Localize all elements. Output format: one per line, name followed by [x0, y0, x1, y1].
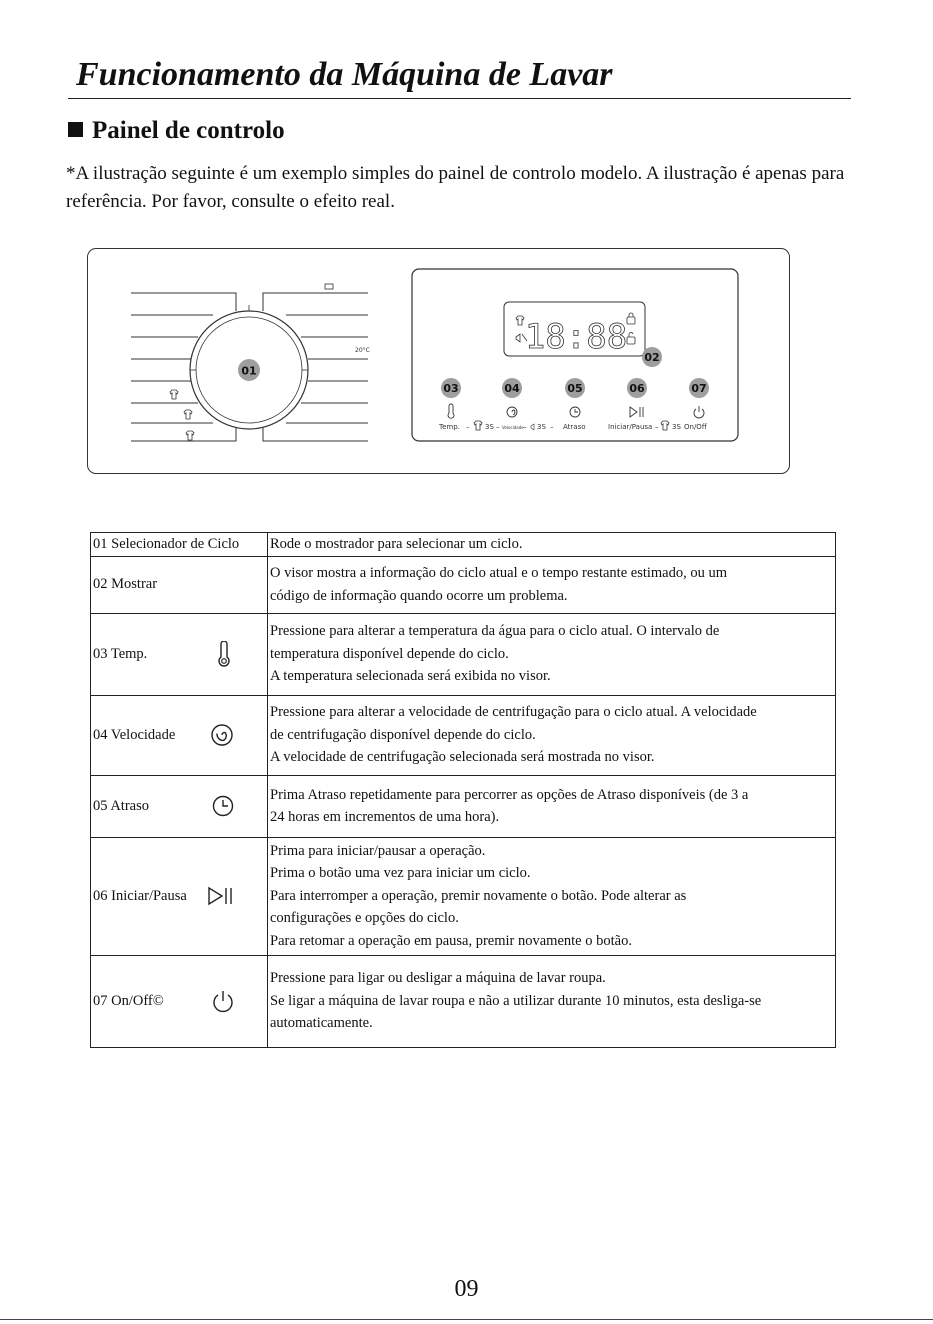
- caption-sep-2: –: [496, 423, 500, 431]
- badge-05: 05: [567, 382, 583, 395]
- description-line: Prima o botão uma vez para iniciar um ciclo.: [270, 865, 531, 882]
- description-line: de centrifugação disponível depende do ciclo.: [270, 726, 536, 743]
- section-title: Painel de controlo: [92, 117, 285, 144]
- description-line: A velocidade de centrifugação selecionada será mostrada no visor.: [270, 749, 655, 766]
- row-description-cell: [268, 695, 836, 775]
- section-heading: [68, 117, 285, 145]
- table-row: [91, 556, 836, 613]
- function-table: [90, 532, 836, 1048]
- row-label: 02 Mostrar: [93, 576, 158, 593]
- lcd-digits: 18:88: [524, 317, 628, 357]
- display-number: 02: [644, 351, 660, 364]
- row-label: 07 On/Off©: [93, 992, 164, 1009]
- description-line: Rode o mostrador para selecionar um ciclo.: [270, 536, 523, 552]
- row-label-cell: [91, 955, 268, 1047]
- row-label-cell: [91, 533, 268, 557]
- page-number: 09: [454, 1276, 479, 1302]
- mute-icon: [531, 424, 534, 430]
- lock-icons: [627, 313, 635, 344]
- row-label: 05 Atraso: [93, 797, 149, 814]
- row-label: 04 Velocidade: [93, 726, 176, 743]
- square-bullet-icon: [68, 122, 83, 137]
- description-line: Para interromper a operação, premir novamente o botão. Pode alterar as: [270, 887, 687, 904]
- row-label-cell: [91, 613, 268, 695]
- row-description-cell: [268, 556, 836, 613]
- description-line: Se ligar a máquina de lavar roupa e não a utilizar durante 10 minutos, esta desliga-se: [270, 992, 762, 1009]
- control-panel-drawing: [88, 249, 791, 475]
- table-row: [91, 533, 836, 557]
- table-row: [91, 695, 836, 775]
- caption-hold-3: 3S: [672, 423, 681, 431]
- power-icon: [211, 988, 235, 1014]
- play-pause-icon: [630, 407, 643, 417]
- intro-text: *A ilustração seguinte é um exemplo simples do painel de controlo modelo. A ilustração é apenas para referência. Por favor, consulte o efeito real.: [66, 163, 845, 212]
- caption-onoff: On/Off: [684, 423, 707, 431]
- button-badges: [441, 378, 709, 398]
- caption-sep-4: –: [550, 423, 554, 431]
- title-rule: [68, 98, 851, 99]
- power-icon: [694, 406, 704, 418]
- description-line: temperatura disponível depende do ciclo.: [270, 645, 509, 662]
- row-label: 01 Selecionador de Ciclo: [93, 536, 240, 552]
- row-label-cell: [91, 556, 268, 613]
- row-description-cell: [268, 613, 836, 695]
- badge-07: 07: [691, 382, 707, 395]
- table-row: [91, 613, 836, 695]
- description-line: Prima Atraso repetidamente para percorrer as opções de Atraso disponíveis (de 3 a: [270, 786, 749, 803]
- caption-temp: Temp.: [439, 423, 460, 431]
- control-panel-illustration: [87, 248, 790, 474]
- table-row: [91, 837, 836, 955]
- row-description-cell: [268, 837, 836, 955]
- row-label: 06 Iniciar/Pausa: [93, 887, 187, 904]
- spin-icon: [507, 407, 517, 417]
- description-line: configurações e opções do ciclo.: [270, 910, 459, 927]
- dial-small-marker-icon: [325, 284, 333, 289]
- caption-sep-1: –: [466, 423, 470, 431]
- spin-icon: [209, 722, 235, 748]
- description-line: Para retomar a operação em pausa, premir novamente o botão.: [270, 932, 632, 949]
- caption-delay: Atraso: [563, 423, 586, 431]
- badge-03: 03: [443, 382, 459, 395]
- description-line: Pressione para alterar a temperatura da água para o ciclo atual. O intervalo de: [270, 623, 720, 640]
- badge-06: 06: [629, 382, 645, 395]
- caption-start: Iniciar/Pausa: [608, 423, 653, 431]
- row-description-cell: [268, 533, 836, 557]
- tshirt-icon: [516, 316, 524, 325]
- row-description-cell: [268, 955, 836, 1047]
- table-row: [91, 775, 836, 837]
- description-line: 24 horas em incrementos de uma hora).: [270, 809, 500, 825]
- description-line: código de informação quando ocorre um problema.: [270, 587, 568, 604]
- description-line: O visor mostra a informação do ciclo atual e o tempo restante estimado, ou um: [270, 565, 728, 581]
- row-label: 03 Temp.: [93, 645, 148, 662]
- tshirt-icon: [186, 431, 194, 440]
- table-row: [91, 955, 836, 1047]
- tshirt-icon: [170, 390, 178, 399]
- description-line: Prima para iniciar/pausar a operação.: [270, 842, 486, 859]
- row-description-cell: [268, 775, 836, 837]
- row-label-cell: [91, 775, 268, 837]
- caption-sep-3: –: [523, 423, 527, 431]
- tshirt-icon: [474, 421, 482, 430]
- clock-icon: [570, 407, 580, 417]
- row-label-cell: [91, 695, 268, 775]
- play-pause-icon: [207, 886, 235, 906]
- clock-icon: [211, 794, 235, 818]
- description-line: Pressione para ligar ou desligar a máquina de lavar roupa.: [270, 970, 606, 987]
- footer-rule: [0, 1319, 933, 1320]
- dial-temp-mark: 20°C: [355, 347, 370, 354]
- caption-speed: Velocidade: [502, 425, 524, 430]
- row-label-cell: [91, 837, 268, 955]
- thermometer-icon: [213, 641, 235, 667]
- page-title: Funcionamento da Máquina de Lavar: [76, 56, 613, 93]
- description-line: Pressione para alterar a velocidade de centrifugação para o ciclo atual. A velocidade: [270, 704, 757, 721]
- dial-number: 01: [241, 364, 257, 378]
- description-line: A temperatura selecionada será exibida no visor.: [270, 668, 551, 685]
- tshirt-icon: [661, 421, 669, 430]
- badge-04: 04: [504, 382, 520, 395]
- tshirt-icon: [184, 410, 192, 419]
- description-line: automaticamente.: [270, 1015, 373, 1032]
- caption-hold-2: 3S: [537, 423, 546, 431]
- thermometer-icon: [448, 404, 454, 418]
- caption-hold-1: 3S: [485, 423, 494, 431]
- caption-sep-5: –: [655, 423, 659, 431]
